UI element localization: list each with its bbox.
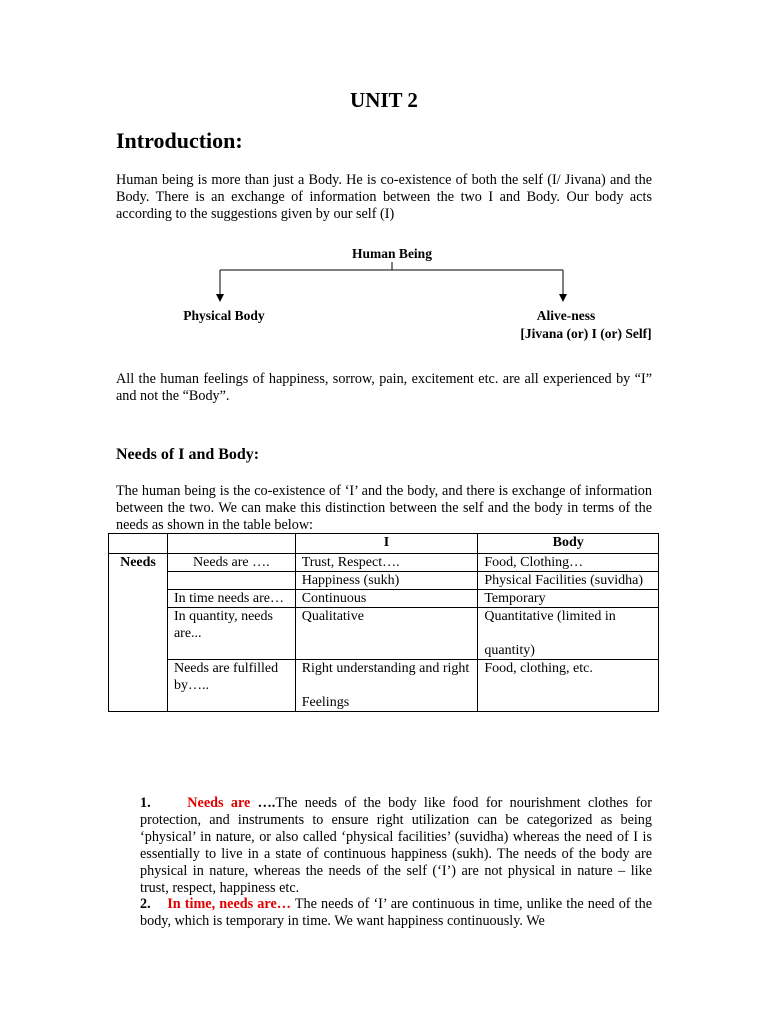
table-cell-i: [295, 660, 478, 712]
diagram-left-arrow: [216, 294, 224, 302]
introduction-paragraph: Human being is more than just a Body. He is co-existence of both the self (I/ Jivana) and the Body. There is an exchange of information between the two I and Body. Our body acts according to the suggestions given by our self (I): [116, 172, 652, 222]
i-fulfilled-line-2: Feelings: [301, 695, 350, 710]
table-header-row: [109, 534, 659, 554]
table-cell-aspect: Needs are ….: [167, 554, 295, 572]
table-cell-i: Trust, Respect….: [295, 554, 478, 572]
table-cell-aspect-empty: [167, 572, 295, 590]
table-cell-body: Temporary: [478, 590, 659, 608]
table-cell-body: Food, clothing, etc.: [478, 660, 659, 712]
unit-title: UNIT 2: [350, 88, 418, 112]
list-item: [140, 896, 652, 930]
needs-row-label: Needs: [109, 554, 168, 712]
table-cell-aspect: In quantity, needs are...: [167, 608, 295, 660]
human-being-diagram: [0, 240, 768, 350]
table-row: [109, 608, 659, 660]
table-row: [109, 590, 659, 608]
table-cell-i: Qualitative: [295, 608, 478, 660]
table-header-body: Body: [478, 534, 659, 554]
list-number: 1.: [140, 795, 151, 811]
introduction-heading: Introduction:: [116, 128, 243, 153]
diagram-root-label: Human Being: [352, 246, 432, 261]
list-lead: Needs are: [187, 795, 251, 811]
list-text: The needs of the body like food for nourishment clothes for protection, and instruments to ensure right utilization can be categorized as being ‘physical’ in nature, or also called ‘physical facilities’ (suvidha) whereas the need of I is essentially to live in a state of continuous happiness (sukh). The needs of the body are physical in nature, whereas the needs of the self (‘I’) are not physical in nature – like trust, respect, happiness etc.: [140, 795, 653, 896]
list-item: [140, 795, 652, 897]
table-cell-body: [478, 608, 659, 660]
table-cell-i: Continuous: [295, 590, 478, 608]
table-row: [109, 554, 659, 572]
needs-section-heading: Needs of I and Body:: [116, 446, 260, 463]
diagram-right-sublabel: [Jivana (or) I (or) Self]: [520, 326, 652, 341]
list-lead: In time, needs are…: [167, 896, 291, 912]
table-cell-body: Food, Clothing…: [478, 554, 659, 572]
list-text: The needs of ‘I’ are continuous in time, unlike the need of the body, which is temporary in time. We want happiness continuously. We: [140, 896, 652, 929]
table-cell-aspect: Needs are fulfilled by…..: [167, 660, 295, 712]
table-header-empty-2: [167, 534, 295, 554]
table-cell-aspect: In time needs are…: [167, 590, 295, 608]
table-header-empty-1: [109, 534, 168, 554]
diagram-left-label: Physical Body: [183, 308, 265, 323]
diagram-right-label: Alive-ness: [536, 308, 596, 323]
feelings-paragraph: All the human feelings of happiness, sorrow, pain, excitement etc. are all experienced by “I” and not the “Body”.: [116, 371, 652, 404]
table-row: [109, 660, 659, 712]
table-cell-body: Physical Facilities (suvidha): [478, 572, 659, 590]
table-row: [109, 572, 659, 590]
body-quantity-line-2: quantity): [484, 643, 535, 658]
diagram-right-arrow: [559, 294, 567, 302]
needs-section-paragraph: The human being is the co-existence of ‘I’ and the body, and there is exchange of information between the two. We can make this distinction between the self and the body in terms of the needs as shown in the table below:: [116, 483, 652, 533]
list-lead-dots: ….: [250, 795, 276, 811]
table-header-i: I: [295, 534, 478, 554]
body-quantity-line-1: Quantitative (limited in: [484, 609, 616, 624]
table-cell-i: Happiness (sukh): [295, 572, 478, 590]
needs-table: [108, 533, 659, 712]
i-fulfilled-line-1: Right understanding and right: [301, 661, 470, 676]
list-number: 2.: [140, 896, 151, 912]
